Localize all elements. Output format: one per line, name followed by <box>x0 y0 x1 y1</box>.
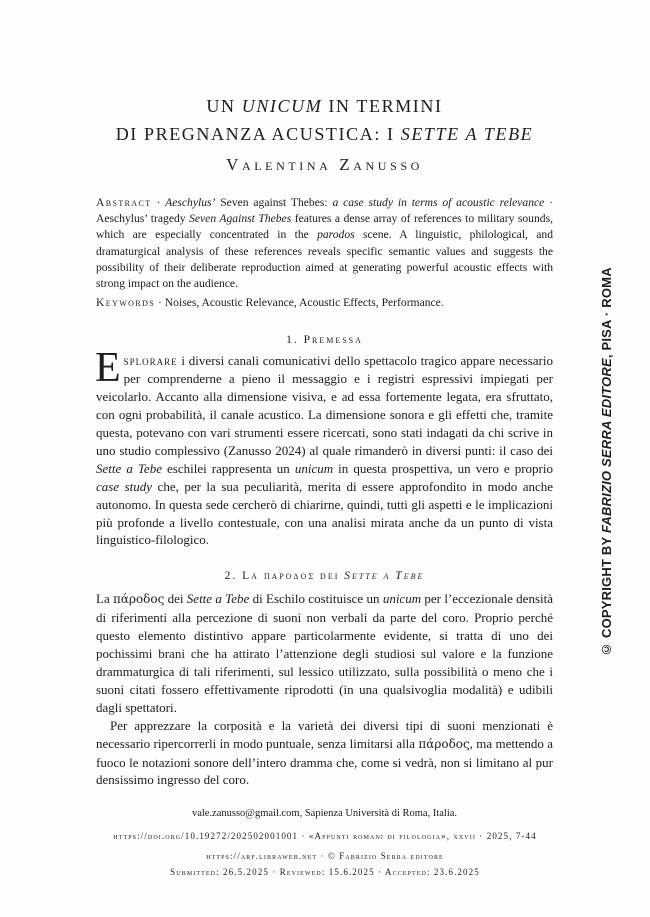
section-1-paragraph <box>95 345 553 549</box>
author-affiliation-footnote: vale.zanusso@gmail.com, Sapienza Università di Roma, Italia. <box>191 808 458 819</box>
copyright-text: , PISA · ROMA <box>599 267 614 359</box>
section-2-heading <box>96 568 553 584</box>
section-2-paragraph-2 <box>96 717 553 790</box>
text-run: Per apprezzare la corposità e la varietà dei diversi tipi di suoni menzionati è necessario ripercorrerli in modo puntuale, senza limitarsi alla <box>96 717 553 751</box>
italic-term: Aeschylus’ <box>165 196 216 209</box>
keywords-label: Keywords <box>96 296 156 310</box>
italic-term: Sette a Tebe <box>186 591 250 607</box>
text-run: che, per la sua peculiarità, merita di essere approfondito in modo anche autonomo. In questa sede cercherò di chiarirne, quindi, tutti gli aspetti e le implicazioni più profonde a livello contestuale, con una analisi mirata anche da un punto di vista linguistico-filologico. <box>96 478 553 548</box>
greek-term: πάροδος <box>113 592 165 607</box>
title-italic-term: SETTE A TEBE <box>400 124 534 144</box>
italic-term: unicum <box>294 460 334 476</box>
abstract <box>96 195 553 292</box>
italic-term: case study <box>96 478 153 494</box>
italic-term: Seven Against Thebes <box>189 212 292 226</box>
text-run: , ma mettendo a fuoco le notazioni sonore dell’intero dramma che, come si vedrà, non si limitano al pur densissimo ingresso del coro. <box>96 735 553 788</box>
title-text: UN <box>206 96 242 116</box>
italic-term: parodos <box>317 228 355 242</box>
greek-term: πάροδος <box>418 736 470 751</box>
text-run: · Aeschylus’ tragedy <box>96 196 554 226</box>
heading-text: 2. La <box>224 570 264 583</box>
copyright-publisher: FABRIZIO SERRA EDITORE <box>599 358 614 533</box>
abstract-label: Abstract <box>96 196 152 209</box>
italic-term: a case study in terms of acoustic relevance <box>327 196 545 209</box>
footer-doi-line <box>70 829 580 843</box>
text-run: eschilei rappresenta un <box>161 460 295 476</box>
text-run: in questa prospettiva, un vero e proprio <box>333 460 553 476</box>
text-run: features a dense array of references to military sounds, which are especially concentrated in the <box>96 212 553 242</box>
footer-website-line <box>70 849 580 863</box>
text-run: La <box>96 591 114 607</box>
text-run: per l’eccezionale densità di riferimenti alla percezione di suoni non verbali da parte del coro. Proprio perché questo elemento distintivo appare particolarmente evidente, si tratta di uno dei pochissimi brani che ha attirato l’attenzione degli studiosi sul valore e la funzione drammaturgica di tali riferimenti, sul lessico utilizzato, sulla possibilità o meno che i suoni citati fossero effettivamente riprodotti (in una qualsivoglia modalità) e udibili dagli spettatori. <box>96 591 554 715</box>
website-link: https://arf.libraweb.net <box>206 851 318 861</box>
drop-cap: E <box>95 345 121 392</box>
text-run: Seven against Thebes: <box>215 196 328 209</box>
author-name: Valentina Zanusso <box>226 155 423 174</box>
doi-link: https://doi.org/10.19272/202502001001 <box>113 831 299 841</box>
italic-term: Sette a Tebe <box>344 570 425 583</box>
section-2-paragraph-1 <box>96 590 553 716</box>
title-text: DI PREGNANZA ACUSTICA: I <box>115 124 401 144</box>
journal-citation: · «Appunti romani di filologia», xxvii · 2025, 7-44 <box>298 831 537 841</box>
keywords <box>96 295 553 311</box>
text-column <box>96 92 553 789</box>
text-run: dei <box>164 591 187 607</box>
keywords-text: · Noises, Acoustic Relevance, Acoustic Effects, Performance. <box>155 296 444 310</box>
title-line-1 <box>206 96 442 116</box>
title-line-2 <box>116 124 534 144</box>
copyright-text: © COPYRIGHT BY <box>599 532 614 657</box>
italic-term: unicum <box>382 591 422 607</box>
text-run: · <box>151 196 166 209</box>
section-1-heading: 1. Premessa <box>286 334 363 347</box>
lead-in-small-caps: splorare <box>123 353 178 369</box>
publisher-notice: · © Fabrizio Serra editore <box>317 851 444 861</box>
text-run: di Eschilo costituisce un <box>249 591 383 607</box>
title-text: IN TERMINI <box>322 96 443 116</box>
greek-term: παροδος <box>263 570 316 583</box>
italic-term: Sette a Tebe <box>96 460 162 476</box>
heading-text: dei <box>315 570 345 583</box>
title-italic-term: UNICUM <box>241 96 323 116</box>
vertical-copyright-notice <box>598 232 616 692</box>
text-run: i diversi canali comunicativi dello spettacolo tragico appare necessario per comprenderne a pieno il messaggio e i registri espressivi impiegati per veicolarlo. Accanto alla dimensione visiva, e ad essa fortemente legata, era sfruttato, con ogni probabilità, il canale acustico. La dimensione sonora e gli effetti che, tramite questa, potevano con vari strumenti essere ricercati, sono stati indagati da chi scrive in uno studio complessivo (Zanusso 2024) al quale rimanderò in diversi punti: il caso dei <box>96 353 553 458</box>
article-title <box>96 92 553 148</box>
footer-submission-history: Submitted: 26.5.2025 · Reviewed: 15.6.2025 · Accepted: 23.6.2025 <box>170 867 480 877</box>
text-run: scene. A linguistic, philological, and dramaturgical analysis of these references reveals specific semantic values and suggests the possibility of their deliberate reproduction aimed at generating powerful acoustic effects with strong impact on the audience. <box>96 228 553 291</box>
